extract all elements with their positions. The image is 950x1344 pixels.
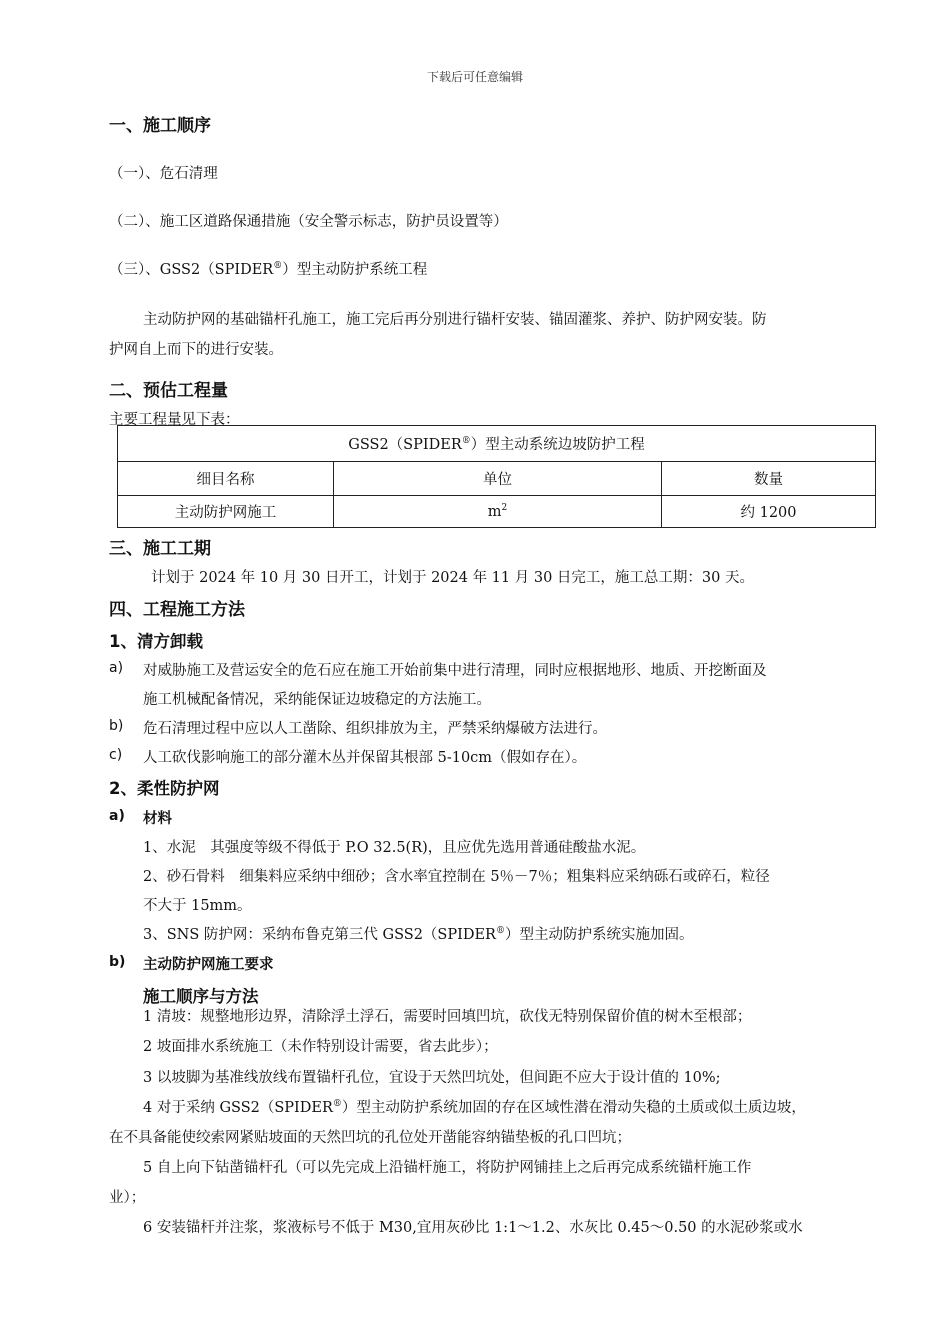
s1-item-b: 危石清理过程中应以人工凿除、组织排放为主，严禁采纳爆破方法进行。 — [143, 721, 607, 737]
step-5-line1: 5 自上向下钻凿锚杆孔（可以先完成上沿锚杆施工，将防护网铺挂上之后再完成系统锚杆施工作 — [143, 1160, 752, 1176]
s2-label-b: b) — [109, 954, 126, 970]
section-2-title: 二、预估工程量 — [109, 381, 228, 401]
page-header: 下载后可任意编辑 — [426, 70, 523, 84]
s1-item-a-line1: 对威胁施工及营运安全的危石应在施工开始前集中进行清理，同时应根据地形、地质、开挖断面及 — [143, 663, 767, 679]
s1-item-a-line2: 施工机械配备情况，采纳能保证边坡稳定的方法施工。 — [143, 692, 491, 708]
table-caption: GSS2（SPIDER®）型主动系统边坡防护工程 — [118, 426, 876, 462]
sec1-item-1: （一）、危石清理 — [109, 166, 218, 182]
s2-label-a: a) — [109, 808, 125, 824]
section-1-title: 一、施工顺序 — [109, 116, 211, 136]
s1-label-a: a) — [109, 660, 124, 676]
step-4-line2: 在不具备能使绞索网紧贴坡面的天然凹坑的孔位处开凿能容纳锚垫板的孔口凹坑； — [109, 1130, 631, 1146]
sec1-item-3: （三）、GSS2（SPIDER®）型主动防护系统工程 — [109, 261, 428, 278]
sec1-item-2: （二）、施工区道路保通措施（安全警示标志，防护员设置等） — [109, 214, 508, 230]
s2-requirements-title: 主动防护网施工要求 — [143, 957, 274, 973]
section-3-title: 三、施工工期 — [109, 539, 211, 559]
construction-order-title: 施工顺序与方法 — [143, 987, 259, 1006]
material-3: 3、SNS 防护网：采纳布鲁克第三代 GSS2（SPIDER®）型主动防护系统实施加固。 — [143, 926, 694, 943]
s1-label-b: b) — [109, 718, 124, 734]
sec2-intro: 主要工程量见下表： — [109, 412, 240, 428]
sec3-text: 计划于 2024 年 10 月 30 日开工，计划于 2024 年 11 月 30 日完工，施工总工期：30 天。 — [151, 570, 754, 586]
sec1-paragraph-line2: 护网自上而下的进行安装。 — [109, 342, 283, 358]
quantity-table — [117, 425, 876, 528]
s2-materials-title: 材料 — [143, 811, 172, 827]
sec1-paragraph-line1: 主动防护网的基础锚杆孔施工，施工完后再分别进行锚杆安装、锚固灌浆、养护、防护网安装。防 — [143, 312, 767, 328]
table-cell-name: 主动防护网施工 — [118, 496, 334, 528]
subsection-2-title: 2、柔性防护网 — [109, 779, 220, 798]
step-4-line1: 4 对于采纳 GSS2（SPIDER®）型主动防护系统加固的存在区域性潜在滑动失稳的土质或似土质边坡， — [143, 1099, 806, 1116]
s1-label-c: c) — [109, 747, 123, 763]
table-cell-unit: $m^2$ — [334, 496, 662, 528]
s1-item-c: 人工砍伐影响施工的部分灌木丛并保留其根部 5-10cm（假如存在）。 — [143, 750, 587, 766]
step-6: 6 安装锚杆并注浆，浆液标号不低于 M30,宜用灰砂比 1:1～1.2、水灰比 0.45～0.50 的水泥砂浆或水 — [143, 1220, 803, 1236]
table-cell-qty: 约 1200 — [662, 496, 876, 528]
subsection-1-title: 1、清方卸载 — [109, 632, 203, 651]
table-header-name: 细目名称 — [118, 462, 334, 496]
step-5-line2: 业）； — [109, 1190, 146, 1206]
step-3: 3 以坡脚为基准线放线布置锚杆孔位，宜设于天然凹坑处，但间距不应大于设计值的 10%; — [143, 1070, 721, 1086]
step-1: 1 清坡：规整地形边界，清除浮土浮石，需要时回填凹坑，砍伐无特别保留价值的树木至根部； — [143, 1009, 752, 1025]
material-2-line1: 2、砂石骨料 细集料应采纳中细砂；含水率宜控制在 5％－7％；粗集料应采纳砾石或碎石，粒径 — [143, 869, 770, 885]
table-header-qty: 数量 — [662, 462, 876, 496]
table-header-unit: 单位 — [334, 462, 662, 496]
section-4-title: 四、工程施工方法 — [109, 600, 245, 620]
material-1: 1、水泥 其强度等级不得低于 P.O 32.5(R)，且应优先选用普通硅酸盐水泥。 — [143, 840, 646, 856]
material-2-line2: 不大于 15mm。 — [143, 898, 252, 914]
step-2: 2 坡面排水系统施工（未作特别设计需要，省去此步）； — [143, 1039, 498, 1055]
